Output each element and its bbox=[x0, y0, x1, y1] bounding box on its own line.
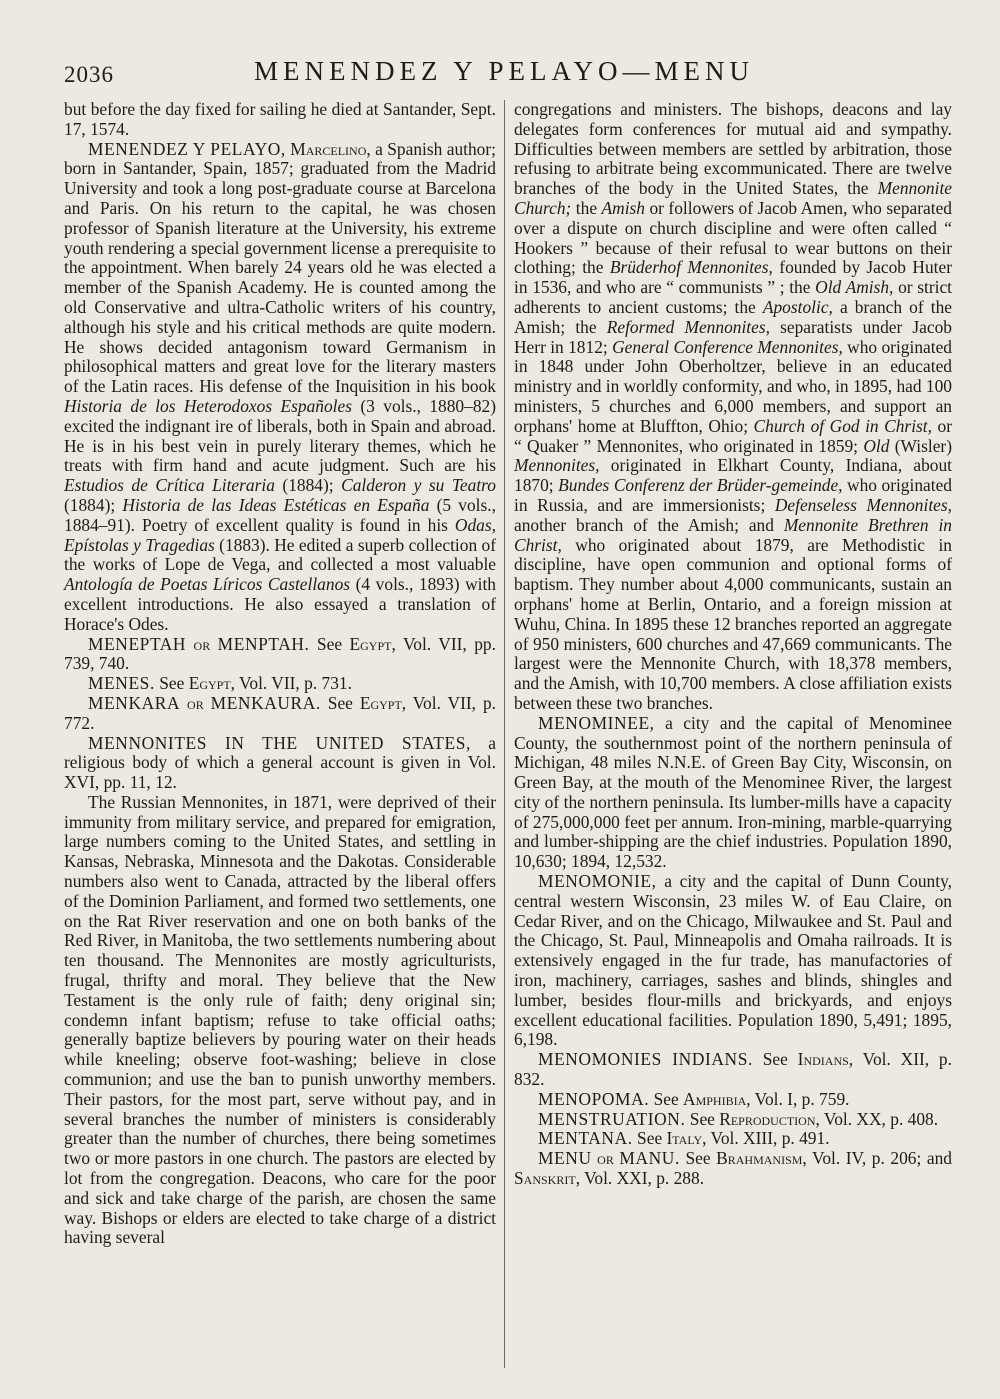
book-title: Historia de las Ideas Estéticas en España bbox=[122, 494, 430, 515]
headword: MENOPOMA. bbox=[538, 1088, 650, 1109]
branch-name: Church of God in Christ, bbox=[753, 415, 932, 436]
entry-menomonies-indians: MENOMONIES INDIANS. See Indians, Vol. XII, p. 832. bbox=[514, 1049, 952, 1090]
entry-menes: MENES. See Egypt, Vol. VII, p. 731. bbox=[88, 673, 352, 694]
entry-menendez-y-pelayo: MENENDEZ Y PELAYO, Marcelino, a Spanish author; born in Santander, Spain, 1857; graduated from the Madrid University and took a long post-graduate course at Barcelona and Paris. On his return to the capital, he was chosen professor of Spanish literature at the University, his extreme youth rendering a special government license a prerequisite to the appointment. When barely 24 years old he was elected a member of the Spanish Academy. He is counted among the old Conservative and ultra-Catholic writers of his country, although his style and his critical methods are quite modern. He shows decided antagonism toward Germanism in philosophical matters and great love for the literary masters of the Latin races. His defense of the Inquisition in his book Historia de los Heterodoxos Españoles (3 vols., 1880–82) excited the indignant ire of liberals, both in Spain and abroad. He is in his best vein in purely literary themes, which he treats with firm hand and acute judgment. Such are his Estudios de Crítica Literaria (1884); Calderon y su Teatro (1884); Historia de las Ideas Estéticas en España (5 vols., 1884–91). Poetry of excellent quality is found in his Odas, Epístolas y Tragedias (1883). He edited a superb collection of the works of Lope de Vega, and collected a most valuable Antología de Poetas Líricos Castellanos (4 vols., 1893) with excellent introductions. He also essayed a translation of Horace's Odes. bbox=[64, 138, 496, 634]
branch-name: Mennonite Church; bbox=[514, 178, 952, 218]
cross-reference: Egypt bbox=[349, 633, 392, 654]
paragraph-russian-mennonites: The Russian Mennonites, in 1871, were deprived of their immunity from military service, and prepared for emigration, large numbers coming to the United States, and settling in Kansas, Nebraska, Minnesota and the Dakotas. Considerable numbers also went to Canada, attracted by the liberal offers of the Dominion Parliament, and formed two settlements, one on the Rat River reservation and one on both banks of the Red River, in Manitoba, the two settlements numbering about ten thousand. The Mennonites are mostly agriculturists, frugal, thrifty and moral. They believe that the New Testament is the only rule of faith; deny original sin; condemn infant baptism; refuse to take official oaths; generally baptize believers by pouring water on their heads while kneeling; observe foot-washing; believe in close communion; and use the ban to punish unworthy members. Their pastors, for the most part, serve without pay, and in several branches the number of ministers is considerably greater than the number of churches, there being sometimes two or more pastors in one church. The pastors are elected by lot from the congregation. Deacons, who care for the poor and sick and take charge of the parish, are chosen the same way. Bishops or elders are elected to take charge of a district having several bbox=[64, 791, 496, 1248]
branch-name: Brüderhof Mennonites, bbox=[609, 257, 773, 278]
branch-name: Old bbox=[863, 435, 890, 456]
right-column bbox=[514, 100, 952, 1189]
headword: MENENDEZ Y PELAYO, bbox=[88, 138, 286, 159]
branch-name: Reformed Mennonites, bbox=[606, 316, 770, 337]
running-head: MENENDEZ Y PELAYO—MENU bbox=[254, 56, 754, 86]
headword: MENOMONIES INDIANS. bbox=[538, 1049, 753, 1070]
branch-name: Defenseless Mennonites, bbox=[774, 494, 952, 515]
left-column bbox=[64, 100, 496, 1248]
headword: MENOMONIE, bbox=[538, 871, 657, 892]
branch-name: Bundes Conferenz der Brüder-gemeinde, bbox=[558, 475, 843, 496]
entry-mentana: MENTANA. See Italy, Vol. XIII, p. 491. bbox=[538, 1128, 830, 1149]
headword: MENSTRUATION. bbox=[538, 1108, 686, 1129]
headword: MENNONITES IN THE UNITED STATES, bbox=[88, 732, 471, 753]
entry-menu: MENU or MANU. See Brahmanism, Vol. IV, p. 206; and Sanskrit, Vol. XXI, p. 288. bbox=[514, 1148, 952, 1189]
cross-reference: Italy bbox=[666, 1128, 703, 1149]
headword: MENKARA bbox=[88, 692, 181, 713]
branch-name: Old Amish, bbox=[815, 277, 894, 298]
cross-reference: Egypt bbox=[188, 673, 231, 694]
book-title: Antología de Poetas Líricos Castellanos bbox=[64, 574, 351, 595]
headword: MENES. bbox=[88, 673, 155, 694]
book-title: Historia de los Heterodoxos Españoles bbox=[64, 395, 352, 416]
branch-name: Apostolic, bbox=[762, 296, 833, 317]
cross-reference: Amphibia bbox=[683, 1088, 747, 1109]
headword: MENTANA. bbox=[538, 1128, 633, 1149]
cross-reference: Brahmanism bbox=[716, 1148, 803, 1169]
cross-reference: Sanskrit bbox=[514, 1168, 576, 1189]
paragraph-continuation: but before the day fixed for sailing he died at Santander, Sept. 17, 1574. bbox=[64, 99, 496, 139]
cross-reference: Egypt bbox=[359, 692, 402, 713]
cross-reference: Indians bbox=[797, 1049, 849, 1070]
branch-name: General Conference Mennonites, bbox=[612, 336, 843, 357]
branch-name: Mennonites, bbox=[514, 455, 600, 476]
branch-name: Mennonite Brethren in Christ, bbox=[514, 514, 952, 555]
book-title: Estudios de Crítica Literaria bbox=[64, 475, 275, 496]
book-title: Odas, Epístolas y Tragedias bbox=[64, 514, 496, 555]
headword: MENOMINEE, bbox=[538, 712, 655, 733]
headword: MENEPTAH bbox=[88, 633, 187, 654]
entry-menkara: MENKARA or MENKAURA. See Egypt, Vol. VII, p. 772. bbox=[64, 692, 496, 733]
given-name: Marcelino bbox=[290, 138, 367, 159]
page-header bbox=[64, 56, 944, 96]
page-number: 2036 bbox=[64, 62, 114, 87]
entry-menopoma: MENOPOMA. See Amphibia, Vol. I, p. 759. bbox=[538, 1088, 850, 1109]
entry-meneptah: MENEPTAH or MENPTAH. See Egypt, Vol. VII, pp. 739, 740. bbox=[64, 633, 496, 674]
headword: MENU bbox=[538, 1148, 592, 1169]
entry-menominee: MENOMINEE, a city and the capital of Menominee County, the southernmost point of the northern peninsula of Michigan, 48 miles N.N.E. of Green Bay City, Wisconsin, on Green Bay, at the mouth of the Menominee River, the largest city of the northern peninsula. Its lumber-mills have a capacity of 275,000,000 feet per annum. Iron-mining, marble-quarrying and lumber-shipping are the chief industries. Population 1890, 10,630; 1894, 12,532. bbox=[514, 712, 952, 872]
entry-menomonie: MENOMONIE, a city and the capital of Dunn County, central western Wisconsin, 23 miles W. of Eau Claire, on Cedar River, and on the Chicago, Milwaukee and St. Paul and the Chicago, St. Paul, Minneapolis and Omaha railroads. It is extensively engaged in the fur trade, has manufactories of iron, machinery, carriages, sashes and blinds, shingles and lumber, besides flour-mills and brickyards, and enjoys excellent educational facilities. Population 1890, 5,491; 1895, 6,198. bbox=[514, 871, 952, 1050]
book-title: Calderon y su Teatro bbox=[341, 475, 496, 496]
entry-mennonites: MENNONITES IN THE UNITED STATES, a religious body of which a general account is given in Vol. XVI, pp. 11, 12. bbox=[64, 732, 496, 793]
column-rule bbox=[504, 100, 505, 1368]
branch-name: Amish bbox=[601, 197, 645, 218]
cross-reference: Reproduction bbox=[719, 1108, 816, 1129]
entry-menstruation: MENSTRUATION. See Reproduction, Vol. XX, p. 408. bbox=[538, 1108, 939, 1129]
paragraph-continuation: congregations and ministers. The bishops, deacons and lay delegates form conferences for mutual aid and sympathy. Difficulties between members are settled by arbitration, those refusing to arbitrate being excommunicated. There are twelve branches of the body in the United States, the Mennonite Church; the Amish or followers of Jacob Amen, who separated over a dispute on church discipline and were often called “ Hookers ” because of their refusal to wear buttons on their clothing; the Brüderhof Mennonites, founded by Jacob Huter in 1536, and who are “ communists ” ; the Old Amish, or strict adherents to ancient customs; the Apostolic, a branch of the Amish; the Reformed Mennonites, separatists under Jacob Herr in 1812; General Conference Mennonites, who originated in 1848 under John Oberholtzer, believe in an educated ministry and in worldly conformity, and who, in 1895, had 100 ministers, 5 churches and 6,000 members, and support an orphans' home at Bluffton, Ohio; Church of God in Christ, or “ Quaker ” Mennonites, who originated in 1859; Old (Wisler) Mennonites, originated in Elkhart County, Indiana, about 1870; Bundes Conferenz der Brüder-gemeinde, who originated in Russia, and are immersionists; Defenseless Mennonites, another branch of the Amish; and Mennonite Brethren in Christ, who originated about 1879, are Methodistic in discipline, have open communion and optional forms of baptism. They number about 4,000 communicants, sustain an orphans' home at Berlin, Ontario, and a foreign mission at Wuhu, China. In 1895 these 12 branches reported an aggregate of 950 ministers, 600 churches and 47,669 communicants. The largest were the Mennonite Church, with 18,378 members, and the Amish, with 10,700 members. A close affiliation exists between these two branches. bbox=[514, 99, 952, 713]
